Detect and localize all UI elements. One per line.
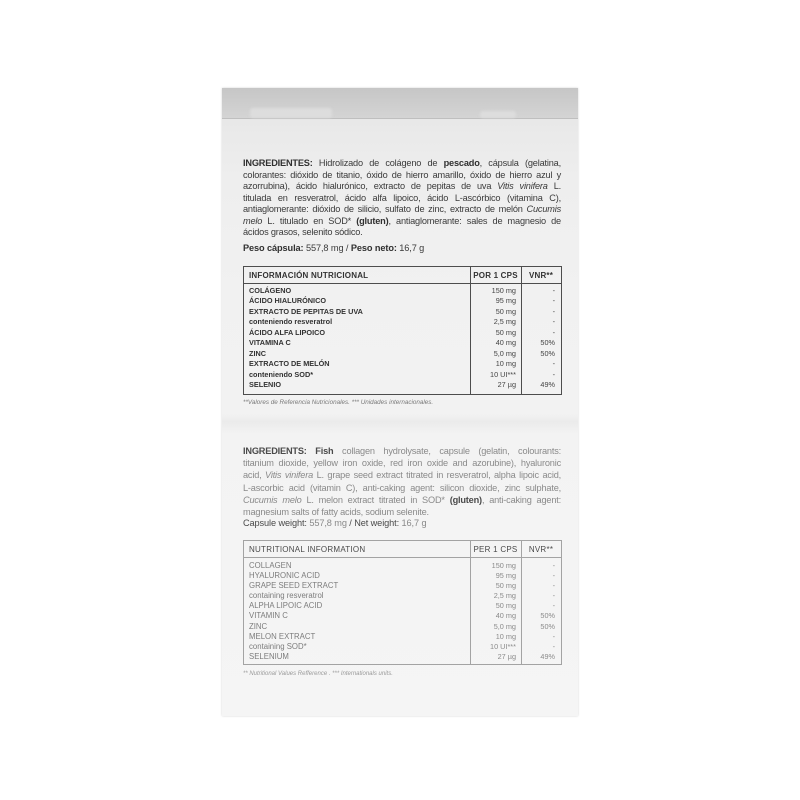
- table-row: [244, 317, 561, 327]
- text-text: acid,: [243, 470, 266, 481]
- table-body: [244, 558, 561, 662]
- text-text: 16,7 g: [399, 518, 427, 528]
- nutrient-name: COLÁGENO: [249, 286, 292, 295]
- header-per-capsule: POR 1 CPS: [473, 270, 518, 280]
- ingredients-es: [243, 158, 561, 239]
- text-italic: Vitis vinifera: [265, 470, 314, 481]
- ingredients-line: [243, 469, 561, 481]
- text-text: titulada en resveratrol, ácido alfa lipoico, ácido L-ascórbico (vitamina C),: [243, 192, 561, 203]
- amount-per-capsule: 40 mg: [495, 611, 516, 621]
- reference-value-percent: -: [552, 561, 555, 570]
- reference-value-percent: -: [552, 581, 555, 591]
- nutrient-name: HYALURONIC ACID: [249, 571, 320, 581]
- header-reference-value: VNR**: [528, 270, 554, 280]
- text-text: collagen hydrolysate, capsule (gelatin, colourants:: [333, 446, 561, 456]
- amount-per-capsule: 2,5 mg: [493, 317, 516, 327]
- table-row: [244, 622, 561, 632]
- ingredients-en: [243, 445, 561, 518]
- table-header-row: [244, 541, 561, 558]
- faded-logo-mark: [250, 108, 332, 118]
- table-row: [244, 328, 561, 338]
- nutrient-name: ALPHA LIPOIC ACID: [249, 601, 323, 611]
- nutrient-name: VITAMINA C: [249, 338, 291, 348]
- amount-per-capsule: 40 mg: [495, 338, 516, 348]
- amount-per-capsule: 5,0 mg: [493, 348, 516, 358]
- table-row: [244, 338, 561, 348]
- text-text: L. melon extract titrated in SOD*: [301, 494, 450, 505]
- text-italic: melo: [243, 215, 263, 226]
- reference-value-percent: 50%: [540, 348, 555, 358]
- table-row: [244, 581, 561, 591]
- table-row: [244, 571, 561, 581]
- amount-per-capsule: 50 mg: [495, 581, 516, 591]
- table-body: [244, 284, 561, 390]
- table-row: [244, 359, 561, 369]
- ingredients-line: [243, 216, 561, 228]
- text-text: L.: [547, 181, 561, 191]
- text-label: Capsule weight:: [243, 518, 307, 528]
- footnote-es: **Valores de Referencia Nutricionales. *** Unidades internacionales.: [243, 399, 434, 406]
- text-bold: (gluten): [356, 215, 389, 226]
- reference-value-percent: 50%: [540, 611, 555, 621]
- reference-value-percent: 50%: [540, 338, 555, 348]
- amount-per-capsule: 10 UI***: [490, 641, 516, 651]
- amount-per-capsule: 50 mg: [495, 306, 516, 316]
- reference-value-percent: -: [552, 286, 555, 295]
- ingredients-line: [243, 445, 561, 457]
- reference-value-percent: -: [552, 317, 555, 327]
- reference-value-percent: -: [552, 601, 555, 611]
- reference-value-percent: -: [552, 591, 555, 601]
- nutrient-name: containing SOD*: [249, 641, 307, 651]
- nutrient-name: SELENIUM: [249, 651, 289, 661]
- text-italic: Cucumis melo: [243, 494, 302, 505]
- amount-per-capsule: 150 mg: [491, 561, 516, 570]
- amount-per-capsule: 95 mg: [495, 296, 516, 306]
- reference-value-percent: -: [552, 369, 555, 379]
- reference-value-percent: 49%: [540, 379, 555, 389]
- header-per-capsule: PER 1 CPS: [473, 544, 518, 554]
- amount-per-capsule: 10 UI***: [490, 369, 516, 379]
- table-row: [244, 307, 561, 317]
- ingredients-line: [243, 494, 561, 506]
- nutrient-name: COLLAGEN: [249, 561, 292, 570]
- text-bold: INGREDIENTS: Fish: [243, 446, 334, 456]
- reference-value-percent: -: [552, 296, 555, 306]
- amount-per-capsule: 10 mg: [495, 359, 516, 369]
- ingredients-line: [243, 227, 561, 239]
- nutrition-table-en: [243, 540, 562, 665]
- header-nutrient: NUTRITIONAL INFORMATION: [249, 544, 366, 554]
- text-text: antiaglomerante: dióxido de silicio, sulfato de zinc, extracto de melón: [243, 204, 527, 214]
- text-text: magnesium salts of fatty acids, sodium selenite.: [243, 507, 429, 518]
- nutrient-name: EXTRACTO DE MELÓN: [249, 359, 330, 369]
- column-divider: [470, 267, 471, 394]
- header-reference-value: NVR**: [528, 544, 554, 554]
- table-row: [244, 349, 561, 359]
- table-row: [244, 611, 561, 621]
- text-text: 557,8 mg: [306, 518, 350, 528]
- text-bold: Peso cápsula:: [243, 243, 304, 253]
- nutrient-name: EXTRACTO DE PEPITAS DE UVA: [249, 306, 363, 316]
- table-row: [244, 561, 561, 571]
- ingredients-line: [243, 457, 561, 469]
- nutrient-name: ÁCIDO HIALURÓNICO: [249, 296, 327, 306]
- table-row: [244, 370, 561, 380]
- nutrient-name: VITAMIN C: [249, 611, 288, 621]
- nutrient-name: conteniendo SOD*: [249, 369, 314, 379]
- reference-value-percent: -: [552, 359, 555, 369]
- text-text: L-ascorbic acid (vitamin C), anti-caking agent: silicon dioxide, zinc sulphate,: [243, 482, 561, 493]
- nutrition-table-es: [243, 266, 562, 395]
- text-text: titanium dioxide, yellow iron oxide, red iron oxide and azorubine), hyaluronic: [243, 458, 561, 469]
- nutrient-name: SELENIO: [249, 379, 282, 389]
- table-row: [244, 296, 561, 306]
- text-text: 557,8 mg /: [303, 243, 351, 253]
- text-bold: INGREDIENTES:: [243, 158, 313, 168]
- nutrient-name: containing resveratrol: [249, 591, 324, 601]
- text-label: / Net weight:: [349, 518, 400, 528]
- footnote-en: ** Nutritional Values Refference . *** Internationals units.: [243, 671, 393, 677]
- text-text: azorrubina), ácido hialurónico, extracto de pepitas de uva: [243, 181, 498, 191]
- amount-per-capsule: 50 mg: [495, 601, 516, 611]
- text-text: colorantes: dióxido de titanio, óxido de hierro amarillo, óxido de hierro azul y: [243, 169, 561, 180]
- amount-per-capsule: 150 mg: [491, 286, 516, 295]
- ingredients-line: [243, 181, 561, 193]
- header-nutrient: INFORMACIÓN NUTRICIONAL: [249, 270, 369, 280]
- table-row: [244, 286, 561, 296]
- text-bold: pescado: [443, 158, 480, 168]
- text-text: L. titulado en SOD*: [262, 215, 357, 226]
- text-text: ácidos grasos, selenito sódico.: [243, 227, 363, 237]
- amount-per-capsule: 50 mg: [495, 327, 516, 337]
- text-italic: Vitis vinifera: [497, 181, 548, 191]
- ingredients-line: [243, 158, 561, 170]
- column-divider: [470, 541, 471, 664]
- ingredients-line: [243, 482, 561, 494]
- table-row: [244, 601, 561, 611]
- text-italic: Cucumis: [526, 204, 561, 214]
- nutrient-name: conteniendo resveratrol: [249, 317, 333, 327]
- text-text: , antiaglomerante: sales de magnesio de: [388, 215, 561, 226]
- column-divider: [521, 541, 522, 664]
- text-text: , anti-caking agent:: [481, 494, 561, 505]
- nutrient-name: MELON EXTRACT: [249, 631, 316, 641]
- weight-line-es: [243, 242, 424, 254]
- text-text: L. grape seed extract titrated in resveratrol, alpha lipoic acid,: [313, 470, 561, 481]
- reference-value-percent: 50%: [540, 621, 555, 631]
- table-header-row: [244, 267, 561, 284]
- reference-value-percent: -: [552, 306, 555, 316]
- ingredients-line: [243, 204, 561, 216]
- text-bold: Peso neto:: [350, 243, 397, 253]
- text-bold: (gluten): [449, 494, 482, 505]
- table-row: [244, 652, 561, 662]
- weight-line-en: [243, 517, 426, 529]
- amount-per-capsule: 27 µg: [497, 651, 516, 661]
- nutrient-name: ÁCIDO ALFA LIPOICO: [249, 327, 326, 337]
- text-text: 16,7 g: [396, 243, 425, 253]
- amount-per-capsule: 2,5 mg: [493, 591, 516, 601]
- table-row: [244, 380, 561, 390]
- table-row: [244, 632, 561, 642]
- table-row: [244, 642, 561, 652]
- nutrient-name: GRAPE SEED EXTRACT: [249, 581, 339, 591]
- nutrient-name: ZINC: [249, 348, 267, 358]
- reference-value-percent: 49%: [540, 651, 555, 661]
- amount-per-capsule: 5,0 mg: [493, 621, 516, 631]
- reference-value-percent: -: [552, 641, 555, 651]
- column-divider: [521, 267, 522, 394]
- ingredients-line: [243, 170, 561, 182]
- ingredients-line: [243, 193, 561, 205]
- amount-per-capsule: 10 mg: [495, 631, 516, 641]
- reference-value-percent: -: [552, 571, 555, 581]
- amount-per-capsule: 95 mg: [495, 571, 516, 581]
- text-text: , cápsula (gelatina,: [479, 158, 561, 168]
- reference-value-percent: -: [552, 631, 555, 641]
- amount-per-capsule: 27 µg: [497, 379, 516, 389]
- faded-logo-mark: [480, 111, 516, 118]
- nutrient-name: ZINC: [249, 621, 268, 631]
- reference-value-percent: -: [552, 327, 555, 337]
- table-row: [244, 591, 561, 601]
- text-text: Hidrolizado de colágeno de: [312, 158, 444, 168]
